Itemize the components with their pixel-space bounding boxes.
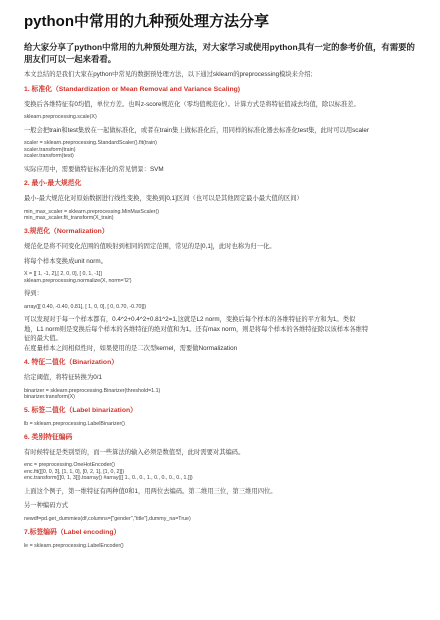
section-heading-standardization: 1. 标准化（Standardization or Mean Removal and Variance Scaling) bbox=[24, 85, 241, 93]
section-heading-label-binarization: 5. 标签二值化（Label binarization） bbox=[24, 407, 137, 415]
section-text: 一般会把train和test集放在一起做标准化，或者在train集上做标准化后，用同样的标准化器去标准化test集，此时可以用scaler bbox=[24, 126, 369, 134]
section-text: 实际应用中，需要做特征标准化的常见情景：SVM bbox=[24, 165, 164, 173]
section-heading-min-max: 2. 最小-最大规范化 bbox=[24, 180, 82, 188]
code-block bbox=[24, 304, 420, 311]
code-block bbox=[24, 114, 420, 121]
section-heading-binarization: 4. 特征二值化（Binarization） bbox=[24, 359, 119, 367]
code-line: min_max_scaler.fit_transform(X_train) bbox=[24, 215, 114, 222]
section-text: 有时候特征是类别型的，而一些算法的输入必须是数值型，此时需要对其编码。 bbox=[24, 448, 245, 456]
article-summary: 本文总结的是我们大家在python中常见的数据预处理方法，以下通过sklearn的preprocessing模块来介绍; bbox=[24, 71, 313, 78]
code-line: le = sklearn.preprocessing.LabelEncoder() bbox=[24, 542, 124, 549]
code-line: newdf=pd.get_dummies(df,columns=["gender","title"],dummy_na=True) bbox=[24, 515, 191, 522]
code-line: lb = sklearn.preprocessing.LabelBinarizer() bbox=[24, 421, 125, 428]
section-text: 规范化是将不同变化范围的值映射到相同的固定范围，常见的是[0,1]，此时也称为归一化。 bbox=[24, 243, 276, 251]
section-paragraph bbox=[24, 315, 420, 353]
article-title: python中常用的九种预处理方法分享 bbox=[24, 13, 269, 30]
code-line: scaler.transform(train) bbox=[24, 146, 76, 153]
code-line: enc = preprocessing.OneHotEncoder() bbox=[24, 462, 115, 469]
code-block bbox=[24, 516, 420, 523]
section-heading-label-encoding: 7.标签编码（Label encoding） bbox=[24, 528, 121, 536]
code-line: sklearn.preprocessing.normalize(X, norm='l2') bbox=[24, 277, 132, 284]
code-block bbox=[24, 388, 420, 401]
section-heading-category-encoding: 6. 类别特征编码 bbox=[24, 433, 73, 441]
code-block bbox=[24, 421, 420, 428]
code-block bbox=[24, 140, 420, 160]
code-line: binarizer.transform(X) bbox=[24, 394, 75, 401]
code-block bbox=[24, 271, 420, 284]
paragraph-line: 在度量样本之间相似性时，如果使用的是二次型kernel，需要做Normalization bbox=[24, 344, 238, 352]
section-text: 给定阈值，将特征转换为0/1 bbox=[24, 374, 103, 382]
section-text: 另一种编码方式 bbox=[24, 502, 69, 510]
section-heading-normalization: 3.规范化（Normalization） bbox=[24, 228, 109, 236]
code-line: array([[ 0.40, -0.40, 0.81], [ 1, 0, 0], [ 0, 0.70, -0.70]]) bbox=[24, 303, 147, 310]
code-block bbox=[24, 543, 420, 550]
code-line: sklearn.preprocessing.scale(X) bbox=[24, 114, 97, 120]
code-line: enc.transform([[0, 1, 3]]).toarray() #array([[ 1., 0., 0., 1., 0., 0., 0., 0., 1.]]) bbox=[24, 475, 193, 482]
code-line: scaler = sklearn.preprocessing.StandardScaler().fit(train) bbox=[24, 140, 157, 147]
result-label: 得到： bbox=[24, 290, 43, 298]
code-line: binarizer = sklearn.preprocessing.Binarizer(threshold=1.1) bbox=[24, 387, 161, 394]
section-text: 最小-最大规范化对原始数据进行线性变换，变换到[0,1]区间（也可以是其他固定最小最大值的区间） bbox=[24, 195, 303, 203]
code-block bbox=[24, 209, 420, 222]
code-line: scaler.transform(test) bbox=[24, 153, 74, 160]
code-line: min_max_scaler = sklearn.preprocessing.MinMaxScaler() bbox=[24, 208, 159, 215]
code-line: enc.fit([[0, 0, 3], [1, 1, 0], [0, 2, 1], [1, 0, 2]]) bbox=[24, 468, 125, 475]
paragraph-line: 可以发现对于每一个样本都有，0.4^2+0.4^2+0.81^2=1,这就是L2 norm，变换后每个样本的各维特征的平方和为1。类似 bbox=[24, 316, 356, 324]
section-text: 将每个样本变换成unit norm。 bbox=[24, 257, 107, 265]
article-intro: 给大家分享了python中常用的九种预处理方法，对大家学习或使用python具有一定的参考价值，有需要的朋友们可以一起来看看。 bbox=[24, 42, 415, 64]
section-text: 上面这个例子，第一维特征有两种值0和1，用两位去编码。第二维用三位，第三维用四位。 bbox=[24, 487, 277, 495]
section-text: 变换后各维特征有0均值，单位方差。也叫z-score规范化（零均值规范化）。计算方式是将特征值减去均值，除以标准差。 bbox=[24, 100, 360, 108]
paragraph-line: 地，L1 norm则是变换后每个样本的各维特征的绝对值和为1。还有max norm，则是将每个样本的各维特征除以该样本各维特 bbox=[24, 325, 369, 333]
code-block bbox=[24, 462, 420, 482]
paragraph-line: 征的最大值。 bbox=[24, 335, 62, 343]
code-line: X = [[ 1, -1, 2],[ 2, 0, 0], [ 0, 1, -1]] bbox=[24, 271, 102, 278]
